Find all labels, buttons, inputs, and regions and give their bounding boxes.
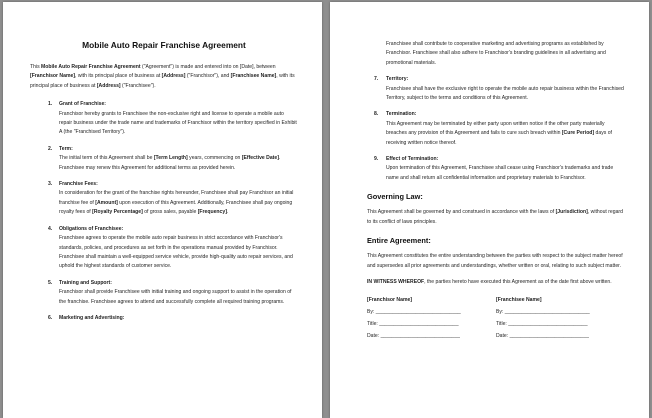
- signature-party-name: [Franchisor Name]: [367, 297, 413, 304]
- section-heading: Effect of Termination:: [386, 156, 439, 163]
- intro-paragraph: [30, 63, 298, 91]
- bold-text-run: [Address]: [161, 73, 186, 80]
- section-number: 3.: [48, 181, 53, 188]
- text-run: This: [30, 64, 42, 70]
- document-page-right: [330, 2, 649, 418]
- text-run: ("Franchisor"), and: [185, 73, 231, 80]
- section-item: [30, 279, 298, 307]
- governing-law-paragraph: [367, 208, 625, 227]
- bold-text-run: IN WITNESS WHEREOF: [367, 278, 425, 285]
- text-run: ("Agreement") is made and entered into on [Date], between: [140, 64, 276, 70]
- bold-text-run: [Address]: [96, 82, 121, 89]
- section-number: 2.: [48, 145, 53, 152]
- section-number: 5.: [48, 279, 53, 286]
- bold-text-run: Mobile Auto Repair Franchise Agreement: [41, 64, 141, 70]
- section-number: 7.: [374, 76, 379, 83]
- section-list: [30, 100, 298, 323]
- section-item: [30, 145, 298, 173]
- text-run: .: [226, 209, 229, 216]
- section-heading: Termination:: [386, 111, 417, 118]
- signature-by-line: By: ______________________________: [496, 309, 590, 316]
- bold-text-run: [Franchisor Name]: [30, 73, 76, 80]
- franchisor-signature: [367, 295, 496, 342]
- entire-agreement-paragraph: [367, 252, 625, 271]
- text-run: This Agreement may be terminated by either party upon written notice if the other party materially breaches any provision of this Agreement and fails to cure such breach within: [386, 120, 605, 137]
- text-run: The initial term of this Agreement shall be: [59, 155, 154, 162]
- signature-title-line: Title: ____________________________: [367, 320, 459, 327]
- section-heading: Franchise Fees:: [59, 181, 98, 188]
- section-body: [386, 120, 625, 148]
- section-heading: Territory:: [386, 76, 409, 83]
- signature-party-name: [Franchisee Name]: [496, 297, 542, 304]
- text-run: upon execution of this Agreement. Additionally, Franchisee shall pay ongoing royalty fees of: [59, 199, 293, 216]
- signature-date-line: Date: ____________________________: [496, 332, 589, 339]
- section-heading: Grant of Franchise:: [59, 101, 106, 108]
- section-number: 1.: [48, 101, 53, 108]
- bold-text-run: [Frequency]: [197, 209, 227, 216]
- text-run: Franchisee shall have the exclusive right to operate the mobile auto repair business within the Franchised Territory, subject to the terms and conditions of this Agreement.: [386, 85, 624, 102]
- text-run: This Agreement shall be governed by and construed in accordance with the laws of: [367, 209, 556, 216]
- text-run: , with its principal place of business at: [30, 73, 295, 89]
- text-run: ("Franchisee").: [120, 82, 156, 89]
- text-run: , the parties hereto have executed this Agreement as of the date first above written.: [424, 278, 612, 285]
- section-body: [59, 110, 298, 138]
- section-list: [367, 75, 625, 183]
- page-content: [367, 40, 625, 343]
- text-run: of gross sales, payable: [142, 209, 198, 216]
- text-run: Upon termination of this Agreement, Franchisee shall cease using Franchisor's trademarks and trade name and shall return all confidential information and proprietary materials to Franchisor.: [386, 165, 614, 181]
- text-run: days of receiving written notice thereof.: [386, 130, 612, 146]
- section-number: 8.: [374, 111, 379, 118]
- section-item: [30, 225, 298, 272]
- text-run: , without regard to its conflict of laws principles.: [367, 209, 623, 225]
- section-number: 9.: [374, 156, 379, 163]
- section-item: [367, 155, 625, 183]
- text-run: In consideration for the grant of the franchise rights hereunder, Franchisee shall pay Franchisor an initial franchise fee of: [59, 190, 294, 206]
- text-run: , with its principal place of business at: [75, 73, 162, 80]
- section-heading: Term:: [59, 145, 73, 152]
- text-run: . Franchisee may renew this Agreement for additional terms as provided herein.: [59, 155, 281, 171]
- text-run: Franchisor hereby grants to Franchisee the non-exclusive right and license to operate a mobile auto repair business under the trade name and trademarks of Franchisor within the territory specified in Exhibit A (the "Franchised Territory").: [59, 110, 297, 136]
- document-page-left: [3, 2, 322, 418]
- section-body: [59, 234, 298, 272]
- text-run: Franchisee agrees to operate the mobile auto repair business in strict accordance with Franchisor's standards, policies, and procedures as set forth in the operations manual provided by Franchisor. Franchisee shall maintain a well-equipped service vehicle, provide high-quality auto repair services, and uphold the highest standards of customer service.: [59, 235, 293, 270]
- signature-by-line: By: ______________________________: [367, 309, 461, 316]
- section-body: [386, 164, 625, 183]
- section-item: [30, 100, 298, 138]
- text-run: years, commencing on: [187, 155, 242, 162]
- section-body: [386, 85, 625, 104]
- section-item: [30, 180, 298, 218]
- bold-text-run: [Jurisdiction]: [555, 209, 588, 216]
- bold-text-run: [Cure Period]: [561, 130, 595, 137]
- text-run: Franchisor shall provide Franchisee with initial training and ongoing support to assist in the operation of the franchise. Franchisee agrees to attend and successfully complete all required training programs.: [59, 289, 292, 305]
- document-title: Mobile Auto Repair Franchise Agreement: [82, 40, 246, 50]
- witness-paragraph: [367, 278, 625, 287]
- section-heading: Obligations of Franchisee:: [59, 225, 124, 232]
- continued-paragraph: Franchisee shall contribute to cooperative marketing and advertising programs as established by Franchisor. Franchisee shall also adhere to Franchisor's branding guidelines in all advertising and promotional materials.: [386, 41, 606, 66]
- text-run: This Agreement constitutes the entire understanding between the parties with respect to the subject matter hereof and supersedes all prior agreements and understandings, whether written or oral, relating to such subject matter.: [367, 253, 623, 269]
- section-item: [30, 314, 298, 323]
- page-content: [30, 40, 298, 330]
- section-number: 6.: [48, 314, 53, 321]
- section-heading: Marketing and Advertising:: [59, 314, 125, 321]
- bold-text-run: [Term Length]: [153, 155, 188, 162]
- section-body: [59, 288, 298, 307]
- section-item: [367, 75, 625, 103]
- governing-law-heading: Governing Law:: [367, 192, 423, 202]
- section-body: [59, 154, 298, 173]
- section-item: [367, 110, 625, 148]
- bold-text-run: [Royalty Percentage]: [92, 209, 143, 216]
- bold-text-run: [Amount]: [95, 199, 118, 206]
- section-body: [59, 189, 298, 217]
- signature-date-line: Date: ____________________________: [367, 332, 460, 339]
- section-heading: Training and Support:: [59, 279, 112, 286]
- signature-block: [367, 295, 625, 342]
- section-number: 4.: [48, 225, 53, 232]
- bold-text-run: [Franchisee Name]: [230, 73, 277, 80]
- signature-title-line: Title: ____________________________: [496, 320, 588, 327]
- franchisee-signature: [496, 295, 625, 342]
- entire-agreement-heading: Entire Agreement:: [367, 236, 431, 246]
- bold-text-run: [Effective Date]: [241, 155, 279, 162]
